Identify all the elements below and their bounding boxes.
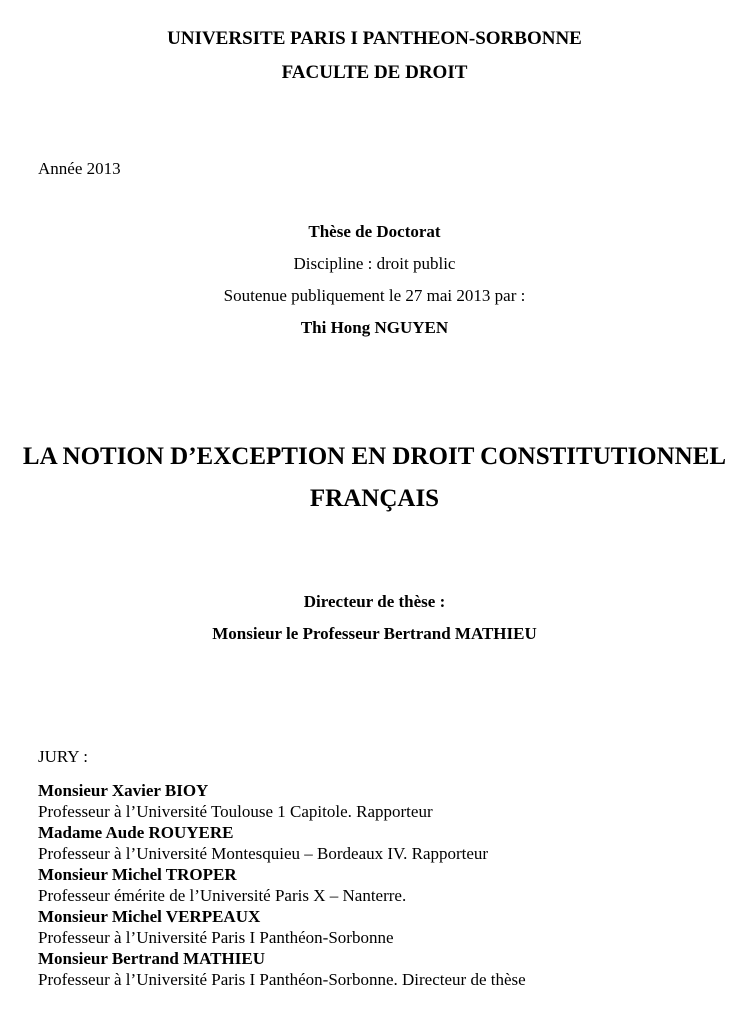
jury-member-name: Monsieur Michel VERPEAUX (38, 907, 261, 926)
jury-member-role: Professeur à l’Université Montesquieu – Bordeaux IV. Rapporteur (38, 844, 489, 863)
jury-member-role: Professeur à l’Université Paris I Panthéon-Sorbonne. Directeur de thèse (38, 970, 526, 989)
jury-member-role: Professeur émérite de l’Université Paris X – Nanterre. (38, 886, 407, 905)
thesis-title-line-2: FRANÇAIS (309, 485, 440, 512)
jury-label: JURY : (38, 747, 88, 766)
thesis-title-line-1: LA NOTION D’EXCEPTION EN DROIT CONSTITUTIONNEL (22, 443, 727, 470)
jury-member-name: Madame Aude ROUYERE (38, 823, 234, 842)
jury-list (38, 780, 526, 990)
defense-statement: Soutenue publiquement le 27 mai 2013 par : (223, 286, 526, 305)
university-name: UNIVERSITE PARIS I PANTHEON-SORBONNE (167, 28, 582, 49)
academic-year: Année 2013 (38, 159, 121, 178)
jury-member-role: Professeur à l’Université Paris I Panthéon-Sorbonne (38, 928, 394, 947)
jury-member-name: Monsieur Michel TROPER (38, 865, 237, 884)
jury-member (38, 864, 526, 906)
jury-member-name: Monsieur Bertrand MATHIEU (38, 949, 265, 968)
jury-member (38, 906, 526, 948)
author-name: Thi Hong NGUYEN (300, 318, 449, 337)
jury-member (38, 822, 526, 864)
jury-member (38, 948, 526, 990)
jury-member-role: Professeur à l’Université Toulouse 1 Capitole. Rapporteur (38, 802, 433, 821)
thesis-type: Thèse de Doctorat (308, 222, 441, 241)
faculty-name: FACULTE DE DROIT (281, 62, 468, 83)
director-label: Directeur de thèse : (303, 592, 446, 611)
discipline: Discipline : droit public (293, 254, 456, 273)
director-name: Monsieur le Professeur Bertrand MATHIEU (212, 624, 537, 643)
jury-member-name: Monsieur Xavier BIOY (38, 781, 209, 800)
jury-member (38, 780, 526, 822)
